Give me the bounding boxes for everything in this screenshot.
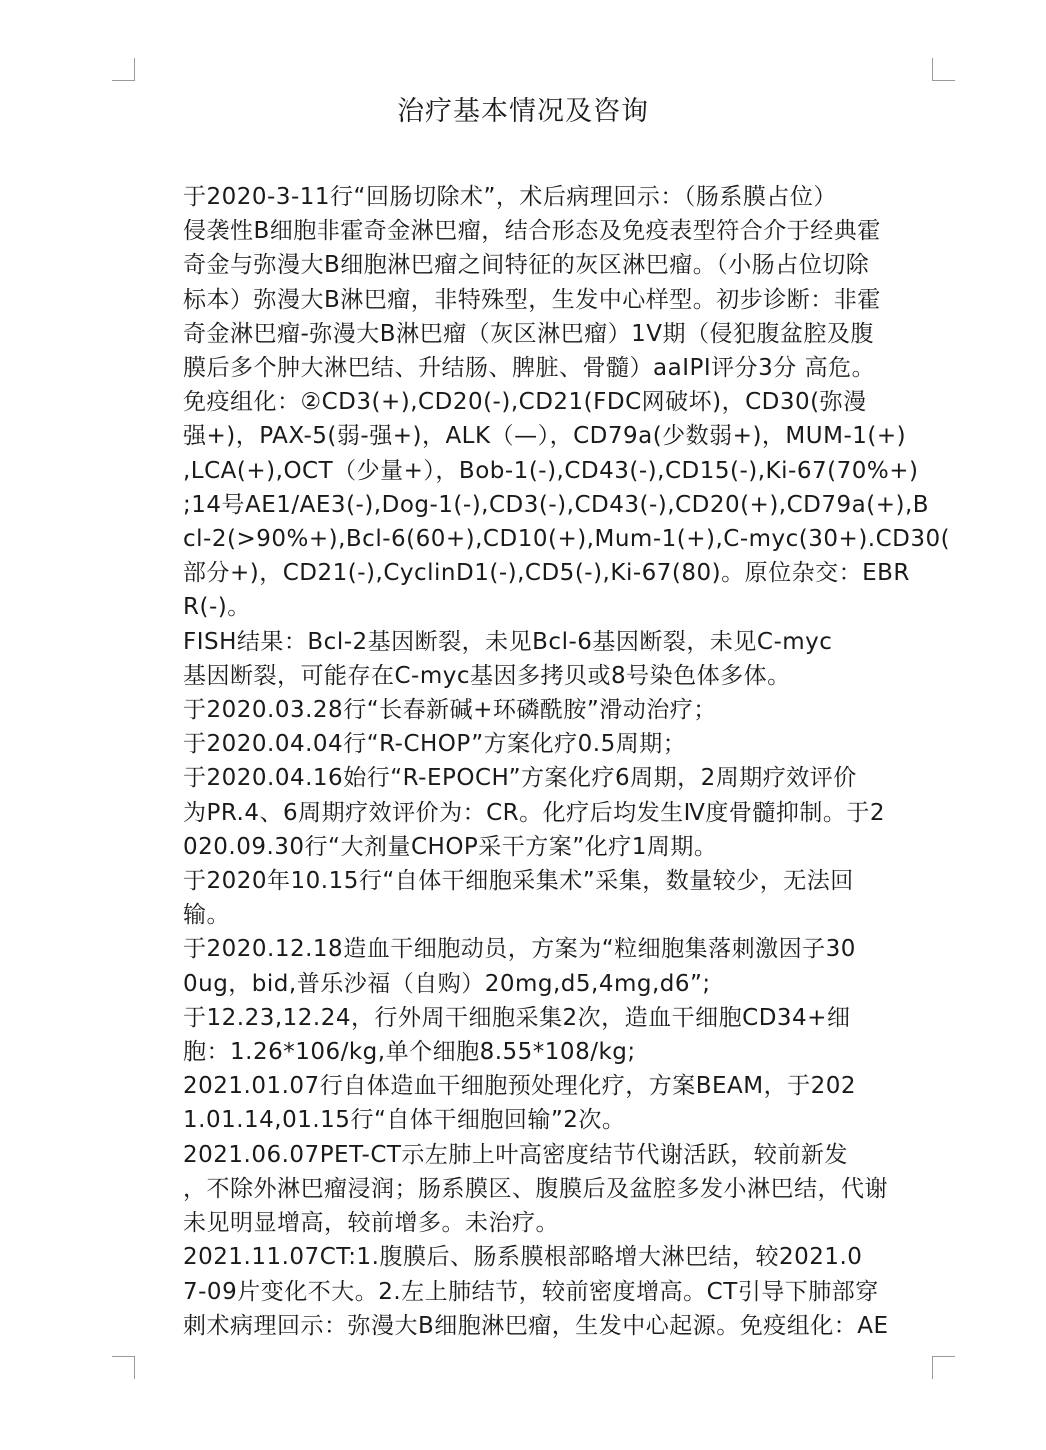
paragraph-line: 部分+)，CD21(-),CyclinD1(-),CD5(-),Ki-67(80)。原位杂交：EBR [183, 560, 910, 587]
paragraph-line: ,LCA(+),OCT（少量+），Bob-1(-),CD43(-),CD15(-),Ki-67(70%+) [183, 457, 919, 484]
body-paragraph [135, 932, 929, 1000]
paragraph-line: 侵袭性B细胞非霍奇金淋巴瘤，结合形态及免疫表型符合介于经典霍 [183, 218, 881, 245]
document-body [135, 180, 951, 1343]
paragraph-line: 2021.06.07PET-CT示左肺上叶高密度结节代谢活跃，较前新发 [183, 1141, 848, 1168]
paragraph-line: 于2020-3-11行“回肠切除术”，术后病理回示：（肠系膜占位） [183, 184, 837, 210]
page-corner-mark-top-left [112, 58, 135, 81]
body-paragraph [135, 727, 929, 761]
paragraph-line: 未见明显增高，较前增多。未治疗。 [183, 1210, 559, 1237]
body-paragraph [135, 1069, 929, 1137]
paragraph-line: 2021.01.07行自体造血干细胞预处理化疗，方案BEAM，于202 [183, 1073, 856, 1100]
paragraph-line: 于2020.04.04行“R-CHOP”方案化疗0.5周期； [183, 731, 687, 758]
body-paragraph [135, 693, 929, 727]
paragraph-line: ，不除外淋巴瘤浸润；肠系膜区、腹膜后及盆腔多发小淋巴结，代谢 [183, 1175, 888, 1202]
body-paragraph [135, 1001, 929, 1069]
paragraph-line: 020.09.30行“大剂量CHOP采干方案”化疗1周期。 [183, 833, 718, 860]
paragraph-line: 免疫组化：②CD3(+),CD20(-),CD21(FDC网破坏)，CD30(弥漫 [183, 389, 867, 416]
paragraph-line: 奇金淋巴瘤-弥漫大B淋巴瘤（灰区淋巴瘤）1V期（侵犯腹盆腔及腹 [183, 320, 874, 347]
body-paragraph [135, 761, 929, 864]
paragraph-line: 胞：1.26*106/kg,单个细胞8.55*108/kg; [183, 1039, 636, 1066]
body-paragraph [135, 385, 951, 624]
paragraph-line: 为PR.4、6周期疗效评价为：CR。化疗后均发生Ⅳ度骨髓抑制。于2 [183, 799, 886, 826]
paragraph-line: 膜后多个肿大淋巴结、升结肠、脾脏、骨髓）aaIPI评分3分 高危。 [183, 355, 876, 382]
document-title: 治疗基本情况及咨询 [397, 96, 649, 127]
paragraph-line: 奇金与弥漫大B细胞淋巴瘤之间特征的灰区淋巴瘤。（小肠占位切除 [183, 252, 870, 279]
paragraph-line: 0ug，bid,普乐沙福（自购）20mg,d5,4mg,d6”; [183, 970, 711, 997]
paragraph-line: ;14号AE1/AE3(-),Dog-1(-),CD3(-),CD43(-),CD20(+),CD79a(+),B [183, 491, 930, 518]
paragraph-line: R(-)。 [183, 594, 251, 621]
paragraph-line: 于12.23,12.24，行外周干细胞采集2次，造血干细胞CD34+细 [183, 1004, 851, 1031]
paragraph-line: 基因断裂，可能存在C-myc基因多拷贝或8号染色体多体。 [183, 662, 791, 689]
paragraph-line: 强+)，PAX-5(弱-强+)，ALK（—），CD79a(少数弱+)，MUM-1(+) [183, 423, 907, 450]
paragraph-line: 于2020.12.18造血干细胞动员，方案为“粒细胞集落刺激因子30 [183, 936, 856, 963]
paragraph-line: cl-2(>90%+),Bcl-6(60+),CD10(+),Mum-1(+),C-myc(30+).CD30( [183, 526, 951, 553]
paragraph-line: FISH结果：Bcl-2基因断裂，未见Bcl-6基因断裂，未见C-myc [183, 628, 833, 655]
body-paragraph [135, 1240, 929, 1343]
paragraph-line: 2021.11.07CT:1.腹膜后、肠系膜根部略增大淋巴结，较2021.0 [183, 1244, 863, 1271]
paragraph-line: 标本）弥漫大B淋巴瘤，非特殊型，生发中心样型。初步诊断：非霍 [183, 286, 881, 313]
page-corner-mark-bottom-left [112, 1356, 135, 1379]
body-paragraph [135, 1138, 929, 1241]
page-corner-mark-bottom-right [932, 1356, 955, 1379]
paragraph-line: 输。 [183, 902, 230, 929]
paragraph-line: 7-09片变化不大。2.左上肺结节，较前密度增高。CT引导下肺部穿 [183, 1278, 879, 1305]
paragraph-line: 1.01.14,01.15行“自体干细胞回输”2次。 [183, 1107, 626, 1134]
paragraph-line: 刺术病理回示：弥漫大B细胞淋巴瘤，生发中心起源。免疫组化：AE [183, 1312, 889, 1339]
paragraph-line: 于2020.04.16始行“R-EPOCH”方案化疗6周期，2周期疗效评价 [183, 765, 857, 792]
body-paragraph [135, 864, 929, 932]
body-paragraph [135, 180, 929, 385]
paragraph-line: 于2020年10.15行“自体干细胞采集术”采集，数量较少，无法回 [183, 868, 854, 895]
page-corner-mark-top-right [932, 58, 955, 81]
paragraph-line: 于2020.03.28行“长春新碱+环磷酰胺”滑动治疗； [183, 697, 717, 724]
body-paragraph [135, 625, 929, 693]
